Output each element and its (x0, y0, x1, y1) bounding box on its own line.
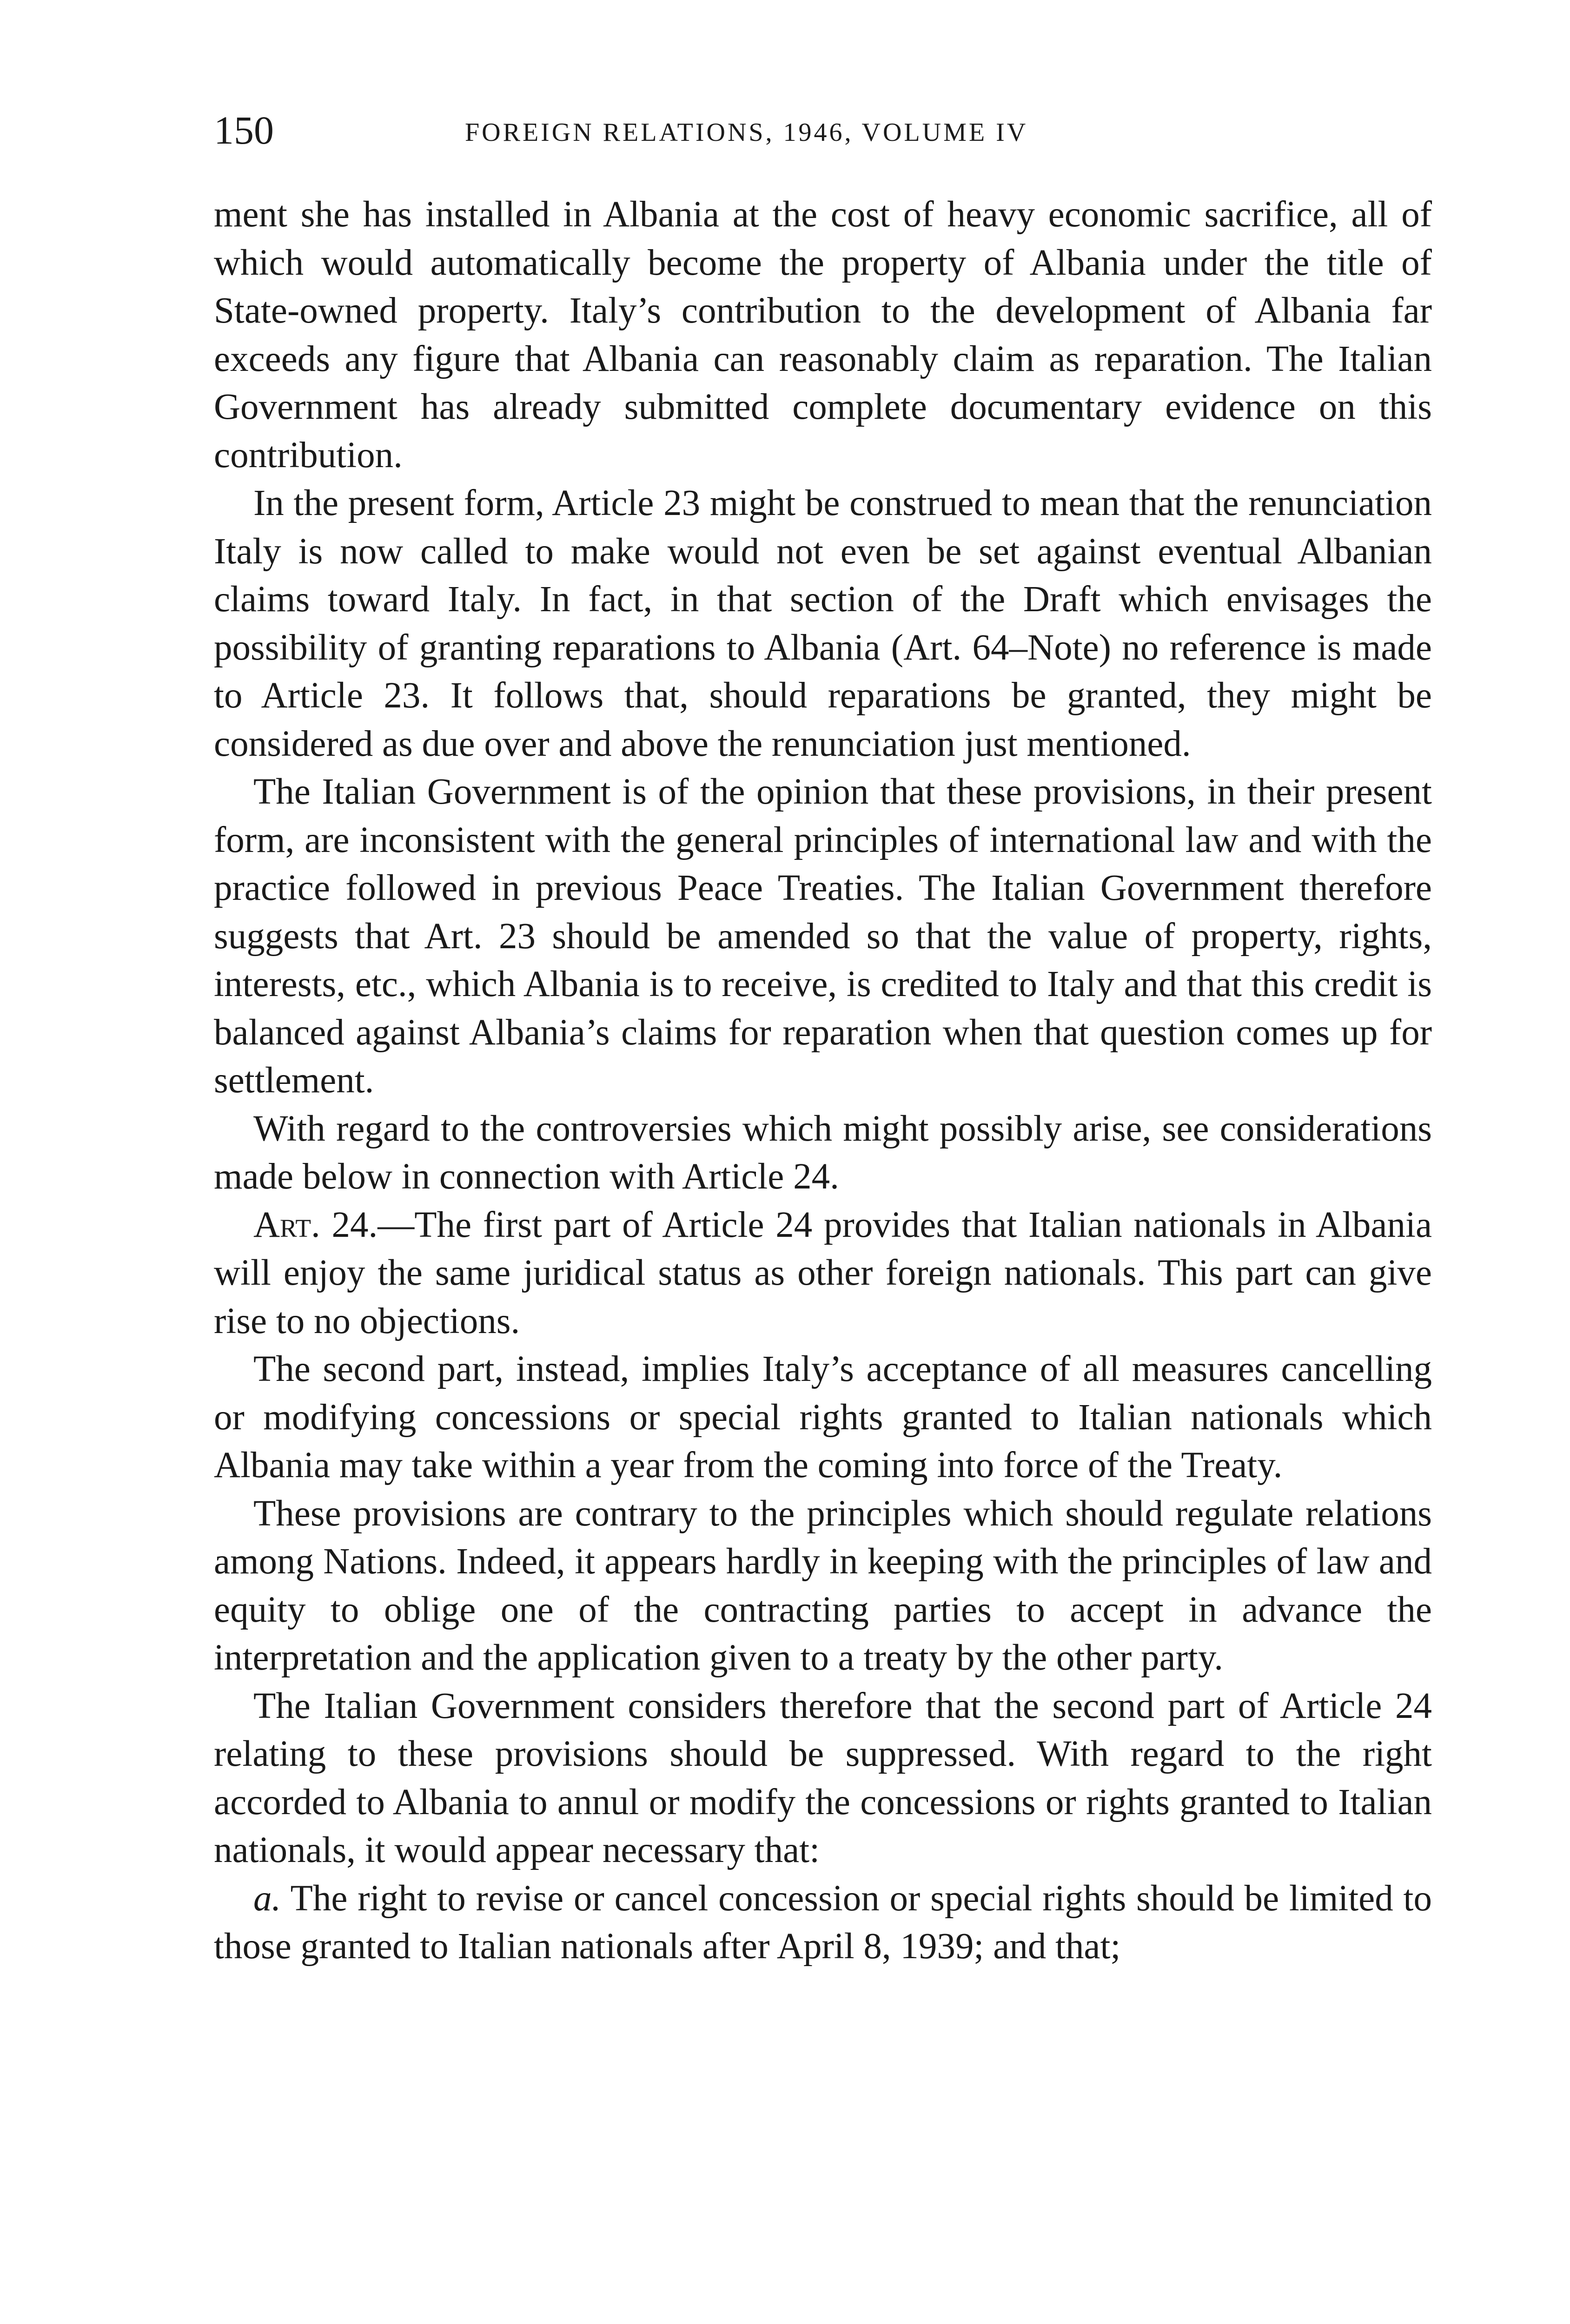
paragraph-article-23: In the present form, Article 23 might be construed to mean that the renunciation Italy is now called to make would not even be set against eventual Albanian claims toward Italy. In fact, in that section of the Draft which envisages the possibility of granting reparations to Albania (Art. 64–Note) no reference is made to Article 23. It follows that, should reparations be granted, they might be considered as due over and above the renunciation just mentioned. (214, 483, 1432, 764)
paragraph-controversies: With regard to the controversies which might possibly arise, see considerations made below in connection with Article 24. (214, 1108, 1432, 1197)
paragraph-second-part: The second part, instead, implies Italy’s acceptance of all measures cancelling or modifying concessions or special rights granted to Italian nationals which Albania may take within a year from the coming into force of the Treaty. (214, 1349, 1432, 1486)
article-24-text: —The first part of Article 24 provides that Italian nationals in Albania will enjoy the same juridical status as other foreign nationals. This part can give rise to no objections. (214, 1204, 1432, 1341)
running-head (214, 105, 1432, 156)
body-text (214, 191, 1432, 1971)
document-page (214, 0, 1432, 2324)
list-item-a-text: The right to revise or cancel concession or special rights should be limited to those granted to Italian nationals after April 8, 1939; and that; (214, 1878, 1432, 1967)
paragraph-principles: These provisions are contrary to the principles which should regulate relations among Nations. Indeed, it appears hardly in keeping with the principles of law and equity to oblige one of the contracting parties to accept in advance the interpretation and the application given to a treaty by the other party. (214, 1493, 1432, 1678)
paragraph-opinion: The Italian Government is of the opinion that these provisions, in their present form, are inconsistent with the general principles of international law and with the practice followed in previous Peace Treaties. The Italian Government therefore suggests that Art. 23 should be amended so that the value of property, rights, interests, etc., which Albania is to receive, is credited to Italy and that this credit is balanced against Albania’s claims for reparation when that question comes up for settlement. (214, 772, 1432, 1101)
paragraph-continuation: ment she has installed in Albania at the cost of heavy economic sacrifice, all of which would automatically become the property of Albania under the title of State-owned property. Italy’s contribution to the development of Albania far exceeds any figure that Albania can reasonably claim as reparation. The Italian Government has already submitted complete documentary evidence on this contribution. (214, 194, 1432, 475)
running-title: FOREIGN RELATIONS, 1946, VOLUME IV (465, 118, 1028, 147)
paragraph-article-24 (214, 1201, 1432, 1346)
list-marker-a: a. (253, 1878, 281, 1919)
list-item-a (214, 1875, 1432, 1971)
paragraph-suppression: The Italian Government considers therefore that the second part of Article 24 relating to these provisions should be suppressed. With regard to the right accorded to Albania to annul or modify the concessions or rights granted to Italian nationals, it would appear necessary that: (214, 1685, 1432, 1870)
page-number: 150 (214, 108, 274, 152)
article-24-label: Art. 24. (253, 1204, 378, 1245)
